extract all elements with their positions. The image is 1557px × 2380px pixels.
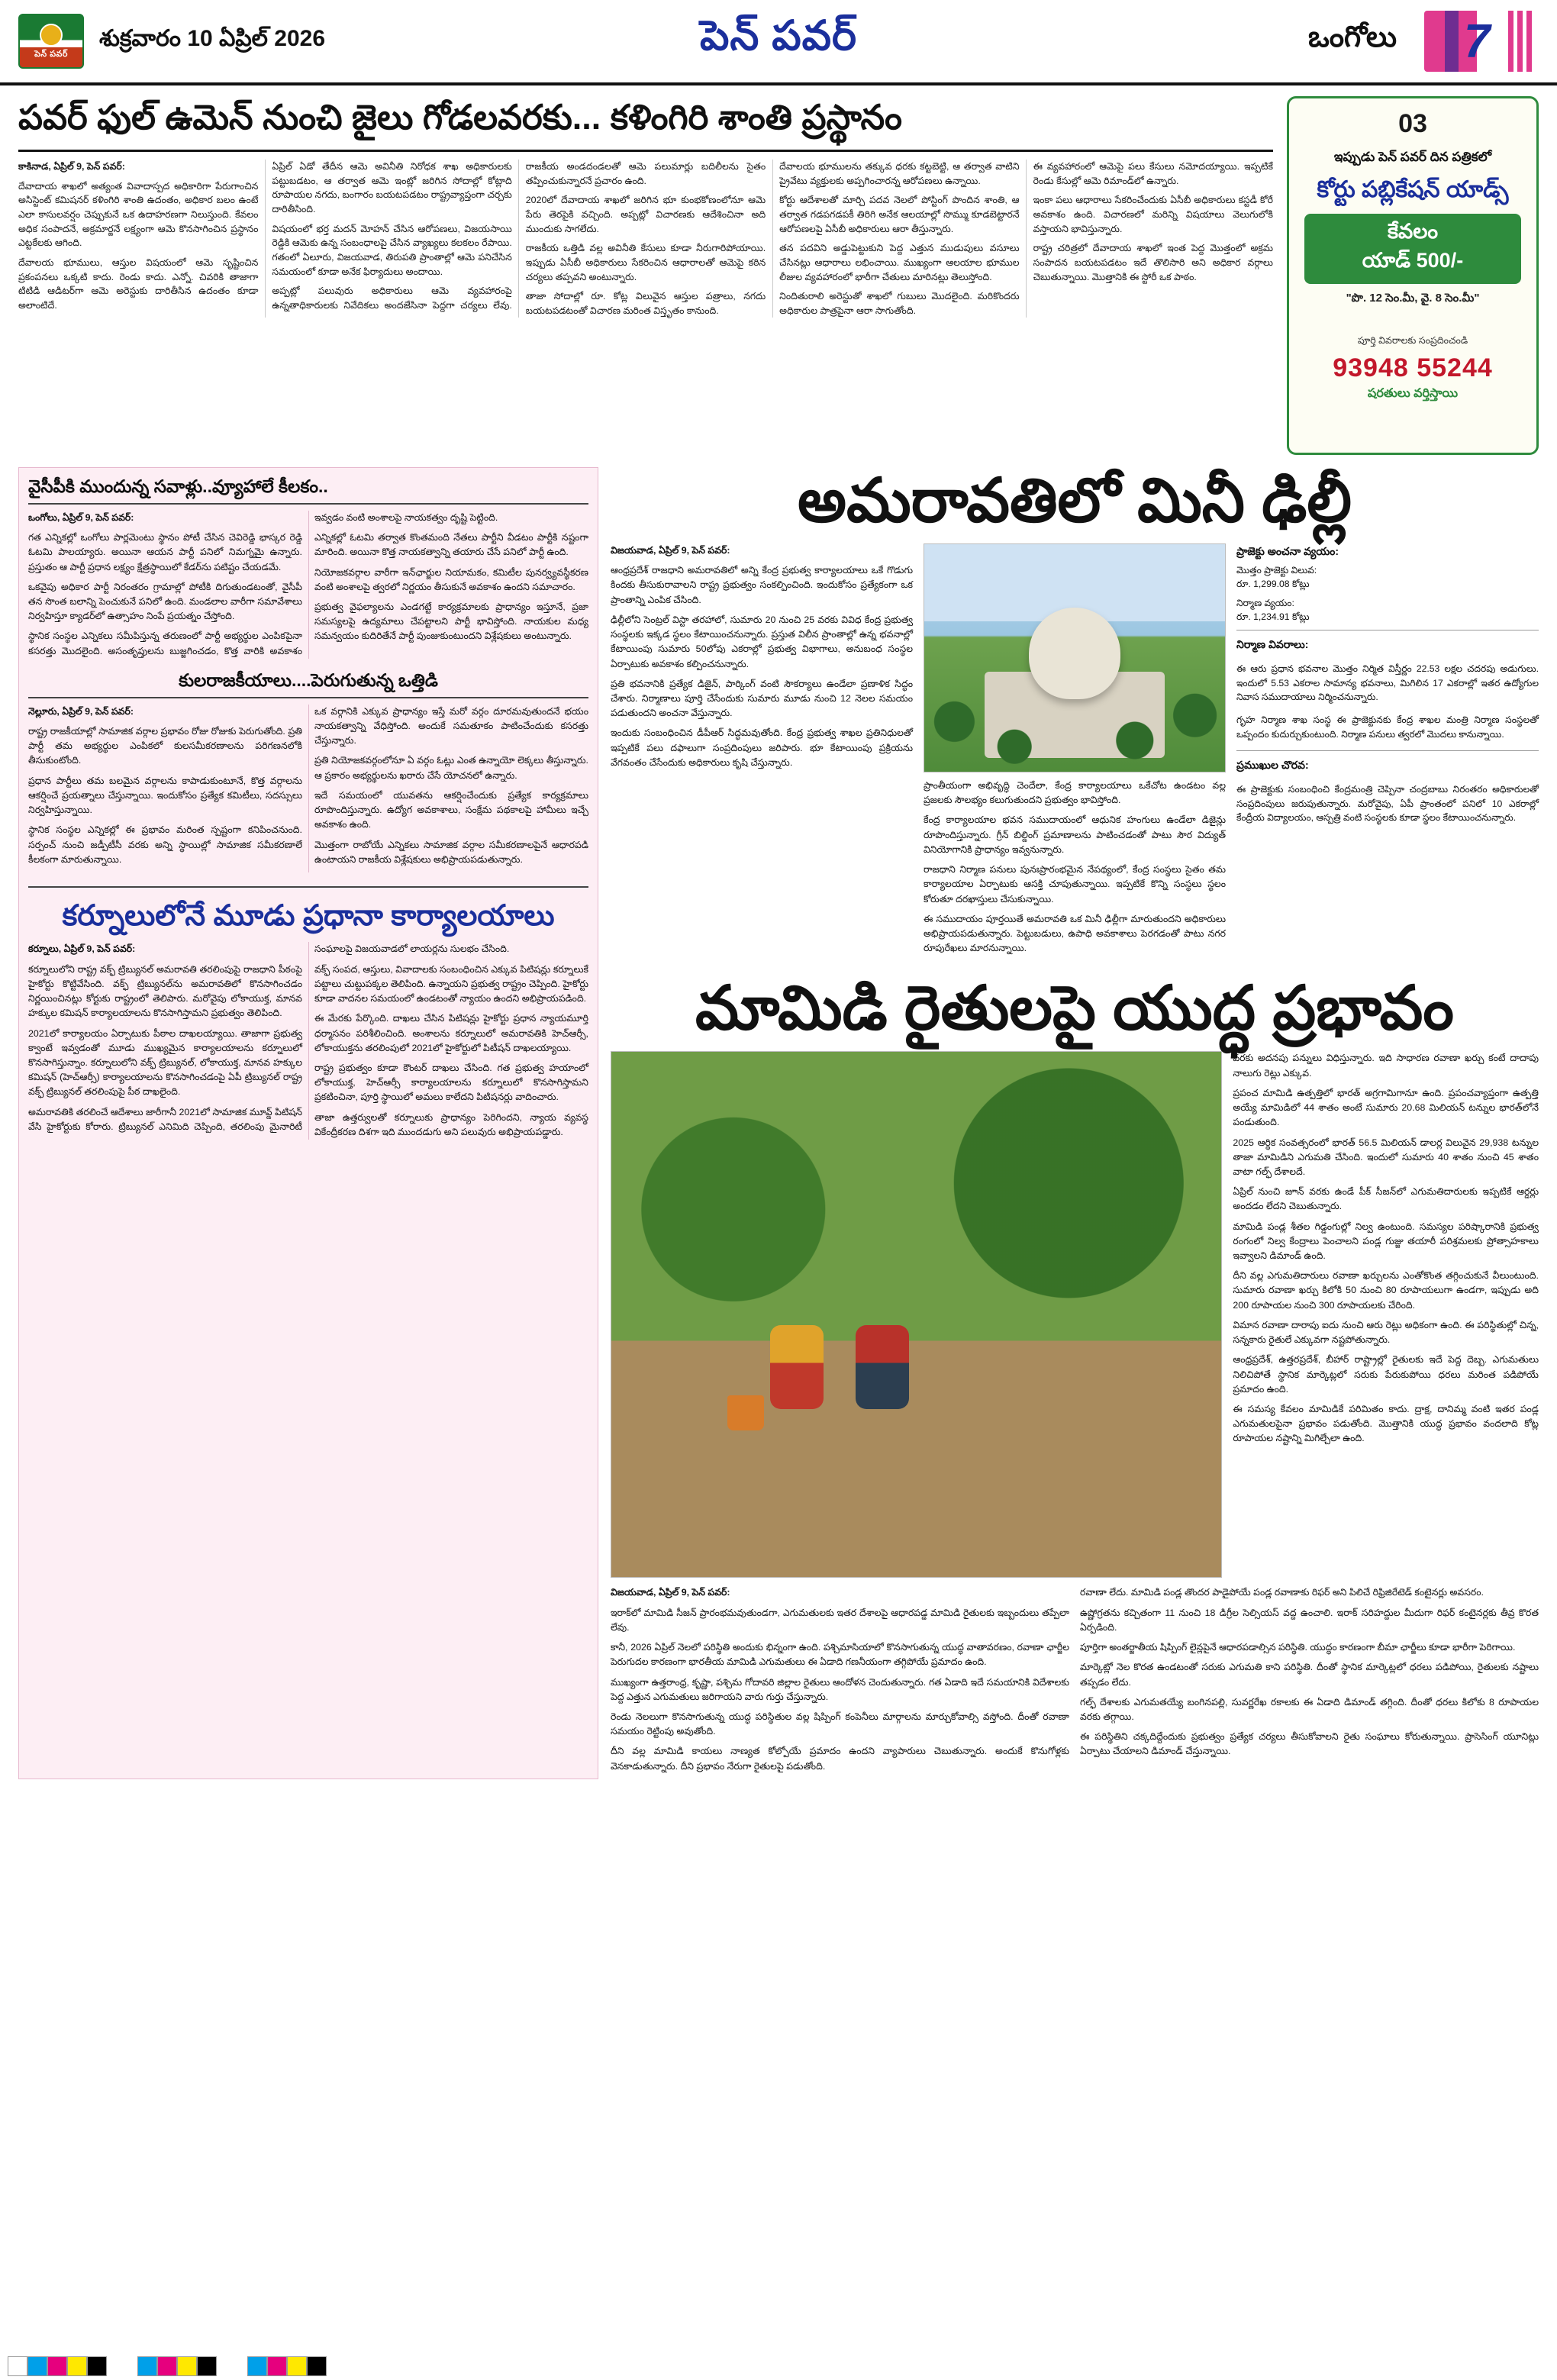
lead-body	[18, 160, 1273, 318]
color-swatch	[307, 2356, 327, 2376]
photo-worker	[770, 1325, 824, 1409]
ad-number: 03	[1398, 109, 1427, 138]
story-para: ఢిల్లీలోని సెంట్రల్ విస్టా తరహాలో, సుమారు 20 నుంచి 25 వరకు వివిధ కేంద్ర ప్రభుత్వ సంస్థలకు ఇక్కడ స్థలం కేటాయించనున్నారు. ప్రస్తుత విలీన ప్రాంతాల్లో ఉన్న భవనాల్లో కేటాయింపు సుమారు 50లోపు ఎకరాల్లో ప్రభుత్వ విభాగాలు, అనుబంధ సంస్థల ఏర్పాటుకు అవకాశం కల్పించనున్నారు.	[611, 614, 913, 669]
lead-para: రాష్ట్ర చరిత్రలో దేవాదాయ శాఖలో ఇంత పెద్ద మొత్తంలో అక్రమ సంపాదన బయటపడటం ఇదే తొలిసారి అని అధికార వర్గాలు చెబుతున్నాయి. మొత్తానికి ఈ స్టోరీ ఒక పాఠం.	[1033, 243, 1273, 282]
story-para: స్థానిక సంస్థల ఎన్నికలు సమీపిస్తున్న తరుణంలో పార్టీ అభ్యర్థుల ఎంపికపైనా కసరత్తు మొదలైంది. అసంతృప్తులను బుజ్జగించడం, కొత్త వారికి అవకాశం ఇవ్వడం వంటి అంశాలపై నాయకత్వం దృష్టి పెట్టింది.	[28, 511, 498, 656]
story-para: ఇరాక్‌లో మామిడి సీజన్ ప్రారంభమవుతుండగా, ఎగుమతులకు ఇతర దేశాలపై ఆధారపడ్డ మామిడి రైతులకు ఇబ్బందులు తప్పేలా లేవు.	[611, 1607, 1069, 1633]
story-byline: కర్నూలు, ఏప్రిల్ 9, పెన్ పవర్:	[28, 943, 136, 955]
story-para: ఈ మేరకు పేర్కొంది. దాఖలు చేసిన పిటిషన్లు హైకోర్టు ప్రధాన న్యాయమూర్తి ధర్మాసనం పరిశీలించింది. అంశాలను కర్నూలులో అమరావతికి హెచ్ఆర్సీ, లోకాయుక్తను తరలింపులో 2021లో హైకోర్టులో పిటీషన్ దాఖలయ్యాయి.	[314, 1013, 588, 1053]
ad-terms: షరతులు వర్తిస్తాయి	[1367, 386, 1459, 400]
ad-headline: కోర్టు పబ్లికేషన్ యాడ్స్	[1317, 176, 1509, 202]
amaravati-factbox	[1236, 543, 1539, 961]
story-para: 2021లో కార్యాలయం ఏర్పాటుకు పీఠాల దాఖలయ్యాయి. తాజాగా ప్రభుత్వ క్వాంటే ఇవ్వడంతో మూడు ముఖ్యమైన కార్యాలయాలను కర్నూలులో కొనసాగిస్తున్నాం. కర్నూలులోని వక్ఫ్ ట్రిబ్యునల్, లోకాయుక్త, మానవ హక్కుల కమిషన్ (హెచ్ఆర్సీ) కార్యాలయాలను కొనసాగించడంపై ఏపీ ట్రిబ్యునల్ రాష్ట్ర వక్ఫ్ ట్రిబ్యునల్ తరలింపుపై పీఠ దాఖలైంది.	[28, 1027, 302, 1098]
story-para: రెండు నెలలుగా కొనసాగుతున్న యుద్ధ పరిస్థితుల వల్ల షిప్పింగ్ కంపెనీలు మార్గాలను మార్చుకోవాల్సి వస్తోంది. దీంతో రవాణా సమయం రెట్టింపు అవుతోంది.	[611, 1711, 1069, 1737]
color-swatch	[247, 2356, 267, 2376]
page-number: 7	[1464, 15, 1491, 68]
lead-para: దేవాలయ భూములు, ఆస్తుల విషయంలో ఆమె సృష్టించిన ప్రకంపనలు ఒక్కటి కాదు. రెండు కాదు. ఎన్నో. చివరికి తాజాగా టిటిడి ఆడిటర్‌గా ఆమె అరెస్టుకు దారితీసిన ఉదంతం కూడా అలాంటిదే.	[18, 256, 259, 311]
advertisement-box[interactable]	[1287, 96, 1539, 455]
lead-para: కోర్టు ఆదేశాలతో మార్చి పదవ నెలలో పోస్టింగ్ పొందిన శాంతి, ఆ తర్వాత గడపగడపకీ తిరిగి అనేక ఆలయాల్లో సొమ్ము కూడబెట్టారనే ఆరోపణలపై ఏసీబీ అధికారులు ఆరా తీస్తున్నారు.	[779, 195, 1020, 234]
sun-icon	[40, 24, 63, 47]
mango-lower-text	[611, 1585, 1539, 1779]
amaravati-headline: అమరావతిలో మినీ ఢిల్లీ	[798, 466, 1352, 534]
lead-story	[18, 96, 1273, 455]
story-para: ఈ సముదాయం పూర్తయితే అమరావతి ఒక మినీ ఢిల్లీగా మారుతుందని అధికారులు అభిప్రాయపడుతున్నారు. పెట్టుబడులు, ఉపాధి అవకాశాలు పెరగడంతో పాటు నగర రూపురేఖలు మారనున్నాయి.	[924, 913, 1226, 954]
story-para: ఆంధ్రప్రదేశ్ రాజధాని అమరావతిలో అన్ని కేంద్ర ప్రభుత్వ కార్యాలయాలు ఒకే గొడుగు కిందకు తీసుకురావాలని రాష్ట్ర ప్రభుత్వం సంకల్పించింది. ఇందుకోసం ప్రత్యేకంగా ఒక ప్రాంతాన్ని ఎంపిక చేసింది.	[611, 565, 913, 605]
spacer	[217, 2356, 247, 2376]
story-para: ఎన్నికల్లో ఓటమి తర్వాత కొంతమంది నేతలు పార్టీని వీడటం పార్టీకి నష్టంగా మారింది. అయినా కొత్త నాయకత్వాన్ని తయారు చేసే పనిలో పార్టీ ఉంది.	[314, 532, 588, 558]
photo-bucket	[727, 1395, 764, 1430]
color-swatch	[8, 2356, 27, 2376]
story-para: ఒక వర్గానికి ఎక్కువ ప్రాధాన్యం ఇస్తే మరో వర్గం దూరమవుతుందనే భయం నాయకత్వాన్ని వేధిస్తోంది. అందుకే సమతూకం పాటించేందుకు కసరత్తు చేస్తున్నారు.	[314, 705, 588, 747]
story-para: ముఖ్యంగా ఉత్తరాంధ్ర, కృష్ణా, పశ్చిమ గోదావరి జిల్లాల రైతులు ఆందోళన చెందుతున్నారు. గత ఏడాది ఇదే సమయానికి విదేశాలకు పెద్ద ఎత్తున ఎగుమతులు జరిగాయని వారు గుర్తు చేస్తున్నారు.	[611, 1676, 1069, 1702]
story-para: మార్కెట్లో నెల కొరత ఉండటంతో సరుకు ఎగుమతి కాని పరిస్థితి. దీంతో స్థానిక మార్కెట్లలో ధరలు పడిపోయి, రైతులకు నష్టాలు తప్పడం లేదు.	[1080, 1662, 1539, 1688]
story-para: ఈ సమస్య కేవలం మామిడికే పరిమితం కాదు. ద్రాక్ష, దానిమ్మ వంటి ఇతర పండ్ల ఎగుమతులపైనా ప్రభావం పడుతోంది. మొత్తానికి యుద్ధ ప్రభావం వందలాది కోట్ల రూపాయల నష్టాన్ని మిగిల్చేలా ఉంది.	[1233, 1404, 1539, 1444]
color-swatch	[47, 2356, 67, 2376]
story-para: మామిడి పండ్ల శీతల గిడ్డంగుల్లో నిల్వ ఉంటుంది. సమస్యల పరిష్కారానికి ప్రభుత్వ రంగంలో నిల్వ కేంద్రాలు పెంచాలని పండ్ల గుజ్జు తయారీ పరిశ్రమలకు ప్రోత్సాహకాలు ఇవ్వాలని డిమాండ్ ఉంది.	[1233, 1221, 1539, 1262]
amaravati-byline: విజయవాడ, ఏప్రిల్ 9, పెన్ పవర్:	[611, 545, 730, 556]
factbox-title-leaders: ప్రముఖుల చొరవ:	[1236, 759, 1309, 772]
factbox-total-value: రూ. 1,299.08 కోట్లు	[1236, 579, 1310, 590]
color-swatch	[87, 2356, 107, 2376]
ad-price-label: కేవలం	[1387, 219, 1439, 243]
story-para: రవాణా లేదు. మామిడి పండ్ల తొందర పాడైపోయే పండ్ల రవాణాకు రిఫర్ అని పిలిచే రిఫ్రిజిరేటెడ్ కంటైనర్లు అవసరం.	[1080, 1587, 1484, 1598]
story-para: తాజా ఉత్తర్వులతో కర్నూలుకు ప్రాధాన్యం పెరిగిందని, న్యాయ వ్యవస్థ వికేంద్రీకరణ దిశగా ఇది ముందడుగు అని పలువురు అభిప్రాయపడ్డారు.	[314, 1111, 588, 1137]
color-swatch	[157, 2356, 177, 2376]
story-para: ప్రభుత్వ వైఫల్యాలను ఎండగట్టే కార్యక్రమాలకు ప్రాధాన్యం ఇస్తూనే, ప్రజా సమస్యలపై ఉద్యమాలు చేపట్టాలని పార్టీ భావిస్తోంది. నాయకుల మధ్య సమన్వయం కుదిరితేనే పార్టీ పుంజుకుంటుందని విశ్లేషకులు అంటున్నారు.	[314, 601, 588, 642]
story-para: ప్రాంతీయంగా అభివృద్ధి చెందేలా, కేంద్ర కార్యాలయాలు ఒకేచోట ఉండటం వల్ల ప్రజలకు సౌలభ్యం కలుగుతుందని ప్రభుత్వం భావిస్తోంది.	[924, 780, 1226, 806]
decorative-bars	[1508, 11, 1534, 72]
mango-photo-wrap	[611, 1051, 1222, 1578]
main-body	[0, 455, 1557, 1779]
photo-worker	[856, 1325, 909, 1409]
factbox-para: ఈ ఆరు ప్రధాన భవనాల మొత్తం నిర్మిత విస్తీర్ణం 22.53 లక్షల చదరపు అడుగులు. ఇందులో 5.53 ఎకరాల సామాన్య భవనాలు, మిగిలిన 17 ఎకరాల్లో ఇతర ఉద్యోగుల నివాస సముదాయాలు నిర్మించనున్నారు.	[1236, 663, 1539, 702]
story-para: రాష్ట్ర రాజకీయాల్లో సామాజిక వర్గాల ప్రభావం రోజు రోజుకు పెరుగుతోంది. ప్రతి పార్టీ తమ అభ్యర్థుల ఎంపికలో కులసమీకరణాలను పరిగణనలోకి తీసుకుంటోంది.	[28, 725, 302, 766]
story-body-caste	[28, 705, 588, 872]
factbox-para: గృహ నిర్మాణ శాఖ సంస్థ ఈ ప్రాజెక్టునకు కేంద్ర శాఖల మంత్రి నిర్మాణ సంస్థలతో ఒప్పందం కుదుర్చుకుంటుంది. నిర్మాణ పనులు త్వరలో మొదలు కానున్నాయి.	[1236, 714, 1539, 740]
story-headline-kurnool: కర్నూలులోనే మూడు ప్రధానా కార్యాలయాలు	[28, 886, 588, 935]
ad-price-value: యాడ్ 500/-	[1362, 248, 1464, 272]
mango-orchard-photo	[611, 1051, 1222, 1578]
story-headline-caste: కులరాజకీయాలు....పెరుగుతున్న ఒత్తిడి	[28, 669, 588, 698]
factbox-para: ఈ ప్రాజెక్టుకు సంబంధించి కేంద్రమంత్రి చెప్పినా చంద్రబాబు నిరంతరం అధికారులతో సంప్రదింపులు జరుపుతున్నారు. మరోవైపు, ఏపీ ప్రాంతంలో పనిలో 10 ఎకరాల్లో కేంద్రీయ విద్యాలయం, ఆస్పత్రి వంటి సంస్థలకు కూడా స్థలం కేటాయించనున్నారు.	[1236, 784, 1539, 824]
story-para: పూర్తిగా అంతర్జాతీయ షిప్పింగ్ లైన్లపైనే ఆధారపడాల్సిన పరిస్థితి. యుద్ధం కారణంగా బీమా ఛార్జీలు కూడా భారీగా పెరిగాయి.	[1080, 1642, 1516, 1653]
mango-col-c	[1233, 1051, 1539, 1578]
divider	[1236, 750, 1539, 751]
story-para: ఏప్రిల్ నుంచి జూన్ వరకు ఉండే పీక్ సీజన్‌లో ఎగుమతిదారులకు ఇప్పటికే ఆర్డర్లు అందడం లేదని చెబుతున్నారు.	[1233, 1186, 1539, 1212]
story-para: ప్రధాన పార్టీలు తమ బలమైన వర్గాలను కాపాడుకుంటూనే, కొత్త వర్గాలను ఆకర్షించే ప్రయత్నాలు చేస్తున్నాయి. ఇందుకోసం ప్రత్యేక కమిటీలు, సదస్సులు నిర్వహిస్తున్నాయి.	[28, 775, 302, 816]
amaravati-col-2-text	[924, 779, 1226, 956]
story-para: స్థానిక సంస్థల ఎన్నికల్లో ఈ ప్రభావం మరింత స్పష్టంగా కనిపించనుంది. సర్పంచ్ నుంచి జడ్పీటీసీ వరకు అన్ని స్థాయిల్లో సామాజిక సమీకరణాలే కీలకంగా మారుతున్నాయి.	[28, 824, 302, 865]
lead-para: దేవాదాయ శాఖలో అత్యంత వివాదాస్పద అధికారిగా పేరుగాంచిన అసిస్టెంట్ కమిషనర్ కళింగిరి శాంతి ఉదంతం, అధికార బలం ఉంటే ఎలా కాసులవర్షం చెప్పుకునే ఒక ఉదాహరణగా నిలుస్తుంది. కేవలం అధిక సంపాదనే, అక్రమార్జనే లక్ష్యంగా ఆమె కొనసాగించిన ప్రస్థానం ఎట్టకేలకు ఆగింది.	[18, 180, 259, 249]
ad-note: పూర్తి వివరాలకు సంప్రదించండి	[1357, 334, 1468, 346]
story-para: ఉష్ణోగ్రతను కచ్చితంగా 11 నుంచి 18 డిగ్రీల సెల్సియస్ వద్ద ఉంచాలి. ఇరాక్ సరిహద్దుల మీదుగా రిఫర్ కంటైనర్లకు తీవ్ర కొరత ఏర్పడింది.	[1080, 1607, 1539, 1633]
story-para: ఒకవైపు అధికార పార్టీ నిరంతరం గ్రామాల్లో పోటీకి దిగుతుండటంతో, వైసీపీ తన సొంత బలాన్ని పెంచుకునే పనిలో ఉంది. మండలాల వారీగా సమావేశాలు నిర్వహిస్తూ క్యాడర్‌లో ఉత్సాహం నింపే ప్రయత్నం చేస్తోంది.	[28, 581, 302, 622]
publication-title: పెన్ పవర్	[699, 13, 858, 59]
mango-byline: విజయవాడ, ఏప్రిల్ 9, పెన్ పవర్:	[611, 1587, 730, 1598]
color-swatch	[67, 2356, 87, 2376]
story-para: గల్ఫ్ దేశాలకు ఎగుమతయ్యే బంగినపల్లి, సువర్ణరేఖ రకాలకు ఈ ఏడాది డిమాండ్ తగ్గింది. దీంతో ధరలు కిలోకు 8 రూపాయల వరకు తగ్గాయి.	[1080, 1696, 1539, 1722]
story-headline-ycp: వైసీపీకి ముందున్న సవాళ్లు..వ్యూహాలే కీలకం..	[28, 476, 588, 505]
story-para: ప్రపంచ మామిడి ఉత్పత్తిలో భారత్ అగ్రగామిగానూ ఉంది. ప్రపంచవ్యాప్తంగా ఉత్పత్తి అయ్యే మామిడిలో 44 శాతం అంటే సుమారు 20.68 మిలియన్ టన్నుల భారత్‌లోనే పండుతుంది.	[1233, 1087, 1539, 1128]
publication-logo	[18, 14, 84, 69]
color-swatch	[27, 2356, 47, 2376]
publication-date: శుక్రవారం 10 ఏప్రిల్ 2026	[99, 25, 326, 51]
right-column	[611, 467, 1539, 1779]
lead-para: ఇంకా పలు ఆధారాలు సేకరించేందుకు ఏసీబీ అధికారులు కస్టడీ కోరే అవకాశం ఉంది. విచారణలో మరిన్ని విషయాలు వెలుగులోకి వస్తాయని భావిస్తున్నారు.	[1033, 195, 1273, 234]
story-para: రాజధాని నిర్మాణ పనులు పునఃప్రారంభమైన నేపథ్యంలో, కేంద్ర సంస్థలు సైతం తమ కార్యాలయాల ఏర్పాటుకు ఆసక్తి చూపుతున్నాయి. ఇప్పటికే కొన్ని సంస్థలు స్థలం కోరుతూ దరఖాస్తులు చేసుకున్నాయి.	[924, 864, 1226, 905]
masthead	[0, 0, 1557, 85]
story-para: ప్రతి నియోజకవర్గంలోనూ ఏ వర్గం ఓట్లు ఎంత ఉన్నాయో లెక్కలు తీస్తున్నారు. ఆ ప్రకారం అభ్యర్థులను ఖరారు చేసే యోచనలో ఉన్నారు.	[314, 755, 588, 781]
story-body-kurnool	[28, 942, 588, 1140]
story-para: అమరావతికి తరలించే ఆదేశాలు జారీగానీ 2021లో సామాజిక మూవ్డ్ పిటిషన్ వేసి హైకోర్టుకు కోరారు. ట్రిబ్యునల్ ఎనిమిది చెప్పింది, తరలింపు మైనారిటీ సంఘాలపై విజయవాడలో లాయర్లను సులభం చేసింది.	[28, 943, 510, 1132]
story-para: ఈ పరిస్థితిని చక్కదిద్దేందుకు ప్రభుత్వం ప్రత్యేక చర్యలు తీసుకోవాలని రైతు సంఘాలు కోరుతున్నాయి. ప్రాసెసింగ్ యూనిట్లు ఏర్పాటు చేయాలని డిమాండ్ చేస్తున్నాయి.	[1080, 1731, 1539, 1757]
mango-headline: మామిడి రైతులపై యుద్ధ ప్రభావం	[695, 974, 1454, 1043]
photo-trees	[924, 647, 1225, 772]
color-swatch	[197, 2356, 217, 2376]
story-para: కేంద్ర కార్యాలయాల భవన సముదాయంలో ఆధునిక హంగులు ఉండేలా డిజైన్లు రూపొందిస్తున్నారు. గ్రీన్ బిల్డింగ్ ప్రమాణాలను పాటించడంతో పాటు సౌర విద్యుత్ వినియోగానికి ప్రాధాన్యం ఇవ్వనున్నారు.	[924, 814, 1226, 855]
factbox-title-details: నిర్మాణ వివరాలు:	[1236, 638, 1309, 651]
amaravati-aerial-photo	[924, 543, 1226, 772]
story-para: కర్నూలులోని రాష్ట్ర వక్ఫ్ ట్రిబ్యునల్ అమరావతి తరలింపుపై రాజధాని పీఠంపై హైకోర్టు కొట్టివేసింది. వక్ఫ్ ట్రిబ్యునల్‌ను అమరావతిలో కొనసాగించడం నిర్ణయించినట్లు కోర్టుకు రాష్ట్రంలో తెలిపారు. మరోవైపు లోకాయుక్త, మానవ హక్కుల కమిషన్ కార్యాలయాలను కొనసాగిస్తామని ప్రభుత్వం తెలిపింది.	[28, 963, 302, 1019]
lead-para: తన పదవిని అడ్డుపెట్టుకుని పెద్ద ఎత్తున ముడుపులు వసూలు చేసినట్లు ఆధారాలు లభించాయి. ముఖ్యంగా ఆలయాల భూముల లీజుల వ్యవహారంలో భారీగా చేతులు మారినట్లు తెలుస్తోంది.	[779, 243, 1020, 282]
color-swatch	[137, 2356, 157, 2376]
page-number-badge	[1424, 11, 1539, 72]
factbox-construction-value: రూ. 1,234.91 కోట్లు	[1236, 611, 1310, 622]
factbox-construction-label: నిర్మాణ వ్యయం:	[1236, 597, 1294, 608]
lead-section	[0, 85, 1557, 455]
story-byline: నెల్లూరు, ఏప్రిల్ 9, పెన్ పవర్:	[28, 705, 134, 717]
story-para: నియోజకవర్గాల వారీగా ఇన్‌ఛార్జుల నియామకం, కమిటీల పునర్వ్యవస్థీకరణ వంటి అంశాలపై త్వరలో నిర్ణయం తీసుకునే అవకాశం ఉందని సమాచారం.	[314, 566, 588, 592]
mango-story	[611, 1051, 1539, 1578]
ad-phone-number[interactable]: 93948 55244	[1333, 353, 1493, 382]
story-para: ప్రతి భవనానికి ప్రత్యేక డిజైన్, పార్కింగ్ వంటి సౌకర్యాలు ఉండేలా ప్రణాళిక సిద్ధం చేశారు. నిర్మాణాలు పూర్తి చేసేందుకు సుమారు మూడు నుంచి 12 నెలల సమయం పడుతుందని అంచనా వేస్తున్నారు.	[611, 678, 913, 719]
left-column	[18, 467, 598, 1779]
amaravati-col-2	[924, 543, 1226, 961]
story-para: దీని వల్ల మామిడి కాయలు నాణ్యత కోల్పోయే ప్రమాదం ఉందని వ్యాపారులు చెబుతున్నారు. అందుకే కొనుగోళ్లకు వెనకాడుతున్నారు. దీని ప్రభావం నేరుగా రైతులపై పడుతోంది.	[611, 1746, 1069, 1772]
story-para: 2025 ఆర్థిక సంవత్సరంలో భారత్ 56.5 మిలియన్ డాలర్ల విలువైన 29,938 టన్నుల తాజా మామిడిని ఎగుమతి చేసింది. ఇందులో సుమారు 40 శాతం నుంచి 45 శాతం వాటా గల్ఫ్ దేశాలదే.	[1233, 1137, 1539, 1177]
color-swatch	[287, 2356, 307, 2376]
amaravati-story	[611, 543, 1539, 961]
lead-para: విషయంలో భర్త మదన్ మోహన్ చేసిన ఆరోపణలు, విజయసాయి రెడ్డికి ఆమెకు ఉన్న సంబంధాలపై చేసిన వ్యాఖ్యలు కలకలం రేపాయి. గతంలో ఏలూరు, విజయవాడ, తిరుపతి ప్రాంతాల్లో ఆమె పనిచేసిన సమయంలో కూడా అనేక ఫిర్యాదులు అందాయి.	[272, 223, 512, 277]
ad-line-1: ఇప్పుడు పెన్ పవర్ దిన పత్రికలో	[1333, 150, 1492, 164]
story-para: కానీ, 2026 ఏప్రిల్ నెలలో పరిస్థితి అందుకు భిన్నంగా ఉంది. పశ్చిమాసియాలో కొనసాగుతున్న యుద్ధ వాతావరణం, రవాణా ఛార్జీల పెరుగుదల కారణంగా భారతీయ మామిడి ఎగుమతులు ఈ ఏడాది గణనీయంగా తగ్గిపోయే ప్రమాదం ఉంది.	[611, 1642, 1069, 1668]
factbox-title-cost: ప్రాజెక్టు అంచనా వ్యయం:	[1236, 545, 1339, 557]
story-para: గత ఎన్నికల్లో ఒంగోలు పార్లమెంటు స్థానం పోటీ చేసిన చెవిరెడ్డి భాస్కర రెడ్డి ఓటమి పాలయ్యారు. అయినా ఆయన పార్టీ పనిలో నిమగ్నమై ఉన్నారు. ప్రస్తుతం ఆ పార్టీ ప్రధాన లక్ష్యం క్షేత్రస్థాయిలో కేడర్‌ను పటిష్టం చేయడమే.	[28, 532, 302, 572]
story-para: దీని వల్ల ఎగుమతిదారులు రవాణా ఖర్చులను ఎంతోకొంత తగ్గించుకునే వీలుంటుంది. సుమారు రవాణా ఖర్చు కిలోకి 50 నుంచి 80 రూపాయలుగా ఉండగా, ఇప్పుడు అది 200 రూపాయల నుంచి 300 రూపాయలకు చేరింది.	[1233, 1270, 1539, 1311]
color-swatch	[267, 2356, 287, 2376]
story-para: ఇందుకు సంబంధించిన డీపీఆర్ సిద్ధమవుతోంది. కేంద్ర ప్రభుత్వ శాఖల ప్రతినిధులతో ఇప్పటికే పలు దఫాలుగా సంప్రదింపులు జరిపారు. భూ కేటాయింపు ప్రక్రియను వేగవంతం చేసేందుకు అధికారులు కృషి చేస్తున్నారు.	[611, 727, 913, 768]
story-body-ycp	[28, 511, 588, 659]
story-para: ఆంధ్రప్రదేశ్, ఉత్తరప్రదేశ్, బీహార్ రాష్ట్రాల్లో రైతులకు ఇదే పెద్ద దెబ్బ. ఎగుమతులు నిలిచిపోతే స్థానిక మార్కెట్లలో సరుకు పేరుకుపోయి ధరలు మరింత పడిపోయే ప్రమాదం ఉంది.	[1233, 1354, 1539, 1395]
factbox-total-label: మొత్తం ప్రాజెక్టు విలువ:	[1236, 565, 1317, 576]
lead-para: అప్పట్లో పలువురు అధికారులు ఆమె వ్యవహారంపై ఉన్నతాధికారులకు నివేదికలు అందజేసినా పెద్దగా చర్యలు లేవు. రాజకీయ అండదండలతో ఆమె పలుమార్లు బదిలీలను సైతం తప్పించుకున్నారనే ప్రచారం ఉంది.	[272, 161, 766, 311]
lead-para: నిందితురాలి అరెస్టుతో శాఖలో గుబులు మొదలైంది. మరికొందరు అధికారుల పాత్రపైనా ఆరా సాగుతోంది.	[779, 291, 1020, 316]
ad-size: "పొ. 12 సెం.మీ, వై. 8 సెం.మీ"	[1346, 291, 1480, 305]
mango-col-b	[1080, 1585, 1539, 1779]
story-byline: ఒంగోలు, ఏప్రిల్ 9, పెన్ పవర్:	[28, 511, 134, 523]
story-para: వరకు అదనపు పన్నులు విధిస్తున్నారు. ఇది సాధారణ రవాణా ఖర్చు కంటే దాదాపు నాలుగు రెట్లు ఎక్కువ.	[1233, 1053, 1539, 1079]
story-para: ఇదే సమయంలో యువతను ఆకర్షించేందుకు ప్రత్యేక కార్యక్రమాలు రూపొందిస్తున్నారు. ఉద్యోగ అవకాశాలు, సంక్షేమ పథకాలపై హామీలు ఇచ్చే అవకాశం ఉంది.	[314, 789, 588, 830]
mango-col-a	[611, 1585, 1069, 1779]
story-para: రాష్ట్ర ప్రభుత్వం కూడా కౌంటర్ దాఖలు చేసింది. గత ప్రభుత్వ హయాంలో లోకాయుక్త, హెచ్ఆర్సీ కార్యాలయాలను కర్నూలులో కొనసాగిస్తామని ప్రకటించినా, పూర్తి స్థాయిలో అమలు కాలేదని పిటిషనర్లు వాదించారు.	[314, 1062, 588, 1103]
spacer	[107, 2356, 137, 2376]
edition-name: ఒంగోలు	[1307, 21, 1397, 53]
story-para: మొత్తంగా రాబోయే ఎన్నికలు సామాజిక వర్గాల సమీకరణాలపైనే ఆధారపడి ఉంటాయని రాజకీయ విశ్లేషకులు అభిప్రాయపడుతున్నారు.	[314, 839, 588, 865]
story-para: విమాన రవాణా దారాపు ఐదు నుంచి ఆరు రెట్లు అధికంగా ఉంది. ఈ పరిస్థితుల్లో చిన్న, సన్నకారు రైతులే ఎక్కువగా నష్టపోతున్నారు.	[1233, 1319, 1539, 1346]
amaravati-col-1	[611, 543, 913, 961]
lead-para: ఏప్రిల్ ఏడో తేదీన ఆమె అవినీతి నిరోధక శాఖ అధికారులకు పట్టుబడటం, ఆ తర్వాత ఆమె ఇంట్లో జరిగిన సోదాల్లో కోట్లాది రూపాయల నగదు, బంగారం బయటపడటం రాష్ట్రవ్యాప్తంగా చర్చకు దారితీసింది.	[272, 161, 512, 215]
lead-headline: పవర్ ఫుల్ ఉమెన్ నుంచి జైలు గోడలవరకు... కళింగిరి శాంతి ప్రస్థానం	[18, 96, 1273, 152]
lead-byline: కాకినాడ, ఏప్రిల్ 9, పెన్ పవర్:	[18, 161, 125, 173]
color-registration-bar	[0, 2353, 1557, 2380]
lead-para: దేవాలయ భూములను తక్కువ ధరకు కట్టబెట్టి, ఆ తర్వాత వాటిని ప్రైవేటు వ్యక్తులకు అప్పగించారన్న ఆరోపణలు ఉన్నాయి.	[779, 161, 1020, 186]
story-para: వక్ఫ్ సంపద, ఆస్తులు, వివాదాలకు సంబంధించిన ఎక్కువ పిటిషన్లు కర్నూలుకే పట్టాలు చుట్టుపక్కల తెలిపింది. ఉన్నాయని ప్రభుత్వ రాష్ట్రం చెప్పింది. హైకోర్టు కూడా వాదనల సమయంలో ఉండటంతో న్యాయం ఉందని అభిప్రాయపడింది.	[314, 963, 588, 1005]
lead-para: తాజా సోదాల్లో రూ. కోట్ల విలువైన ఆస్తుల పత్రాలు, నగదు బయటపడటంతో విచారణ మరింత విస్తృతం కానుంది.	[525, 291, 766, 316]
ad-price-box	[1304, 214, 1521, 284]
lead-para: 2020లో దేవాదాయ శాఖలో జరిగిన భూ కుంభకోణంలోనూ ఆమె పేరు తెరపైకి వచ్చింది. అప్పట్లో విచారణకు ఆదేశించినా అది ముందుకు సాగలేదు.	[525, 195, 766, 234]
lead-para: రాజకీయ ఒత్తిడి వల్ల అవినీతి కేసులు కూడా నీరుగారిపోయాయి. ఇప్పుడు ఏసీబీ అధికారులు సేకరించిన ఆధారాలతో ఆమెపై కఠిన చర్యలు తప్పవని అంటున్నారు.	[525, 243, 766, 282]
logo-label: పెన్ పవర్	[34, 49, 68, 59]
lead-para: ఈ వ్యవహారంలో ఆమెపై పలు కేసులు నమోదయ్యాయి. ఇప్పటికే రెండు కేసుల్లో ఆమె రిమాండ్‌లో ఉన్నారు.	[1033, 161, 1273, 186]
color-swatch	[177, 2356, 197, 2376]
